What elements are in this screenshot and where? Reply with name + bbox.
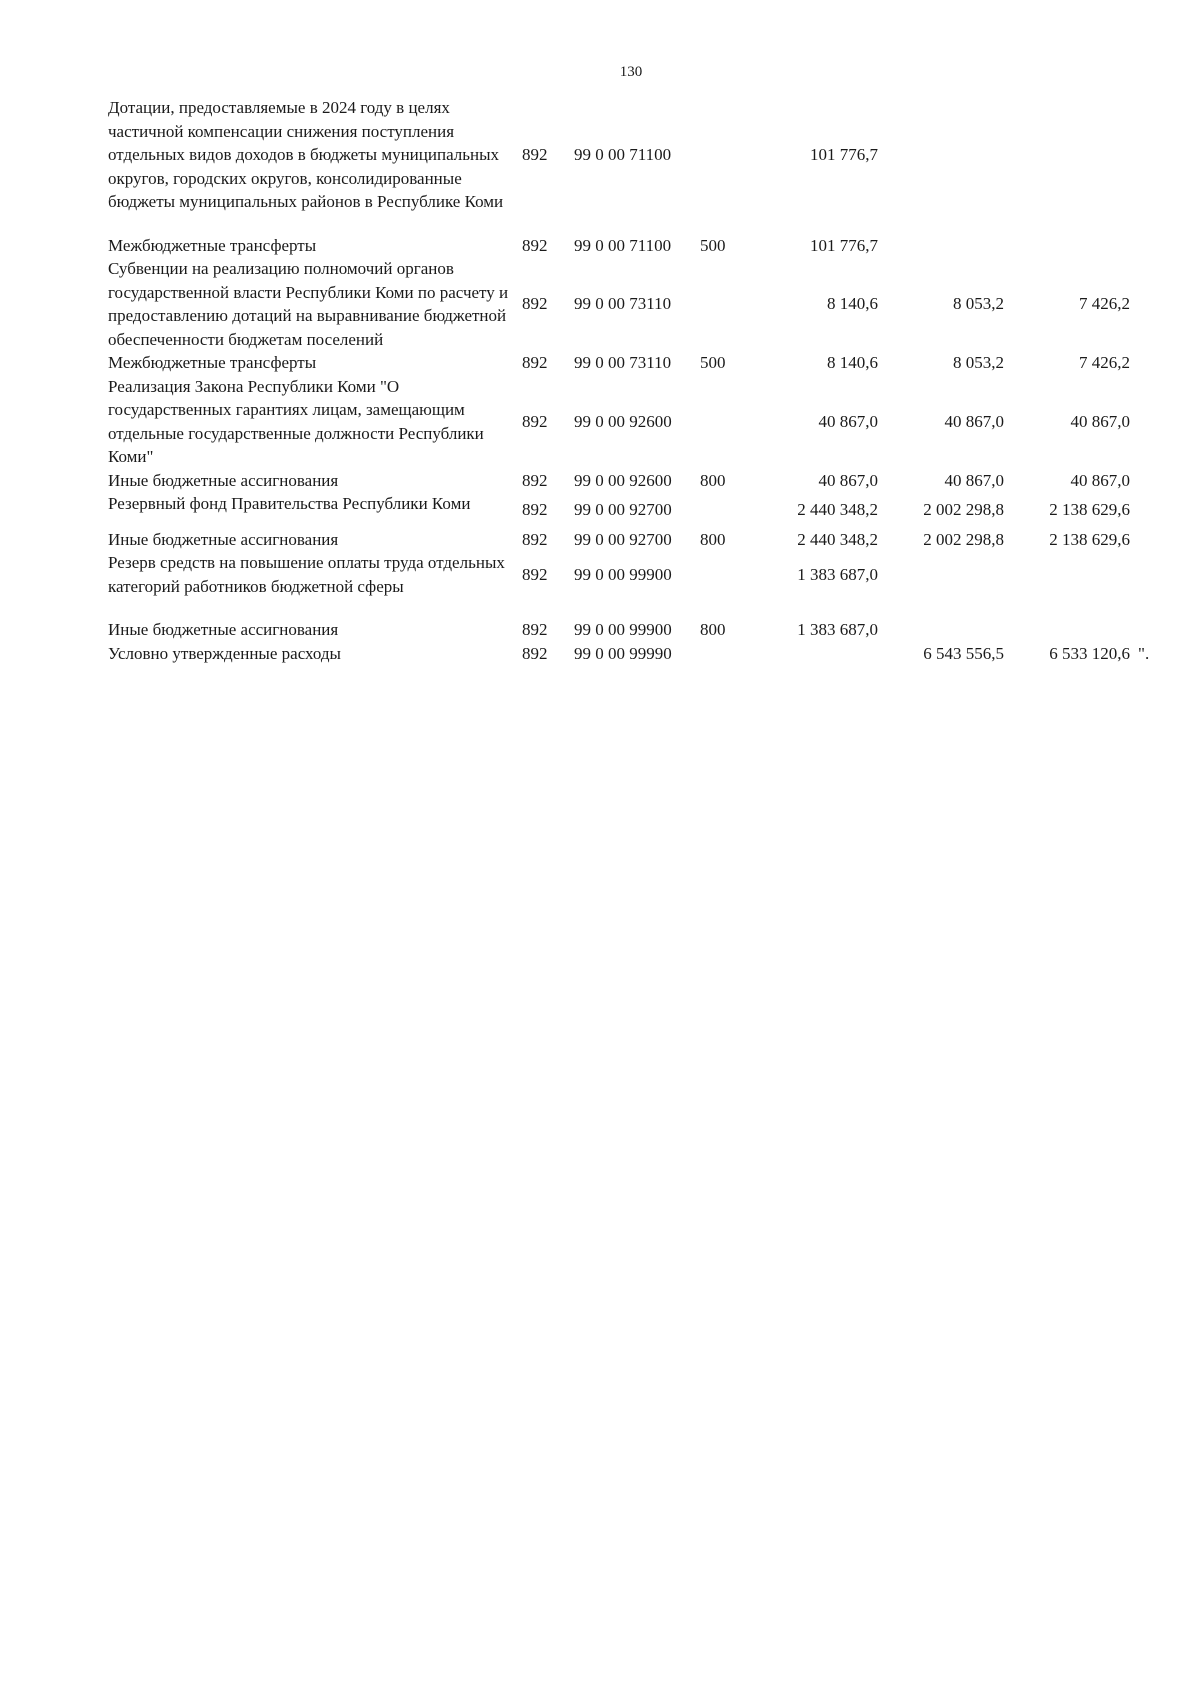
row-csr: 99 0 00 99900	[574, 620, 672, 639]
row-amount-2024: 2 440 348,2	[797, 500, 878, 519]
row-amount-2025: 8 053,2	[953, 294, 1004, 314]
row-amount-2026: 7 426,2	[1079, 353, 1130, 372]
budget-table	[108, 96, 1148, 665]
row-name: Иные бюджетные ассигнования	[108, 529, 339, 549]
row-name: Реализация Закона Республики Коми "О государственных гарантиях лицам, замещающим отдельные государственные должности Республики Коми"	[108, 376, 484, 466]
row-amount-2024: 101 776,7	[810, 145, 878, 164]
row-grbs: 892	[522, 470, 548, 490]
row-amount-2025: 6 543 556,5	[923, 643, 1004, 663]
row-csr: 99 0 00 73110	[574, 294, 672, 314]
table-row	[108, 96, 1148, 214]
row-csr: 99 0 00 92600	[574, 411, 672, 431]
row-amount-2024: 8 140,6	[827, 353, 878, 372]
table-row	[108, 257, 1148, 351]
row-name: Межбюджетные трансферты	[108, 353, 317, 372]
row-name: Иные бюджетные ассигнования	[108, 620, 339, 639]
page-number: 130	[619, 64, 643, 80]
row-amount-2026: 40 867,0	[1070, 470, 1130, 490]
row-vr: 800	[700, 529, 726, 549]
row-grbs: 892	[522, 500, 548, 519]
row-csr: 99 0 00 99990	[574, 643, 672, 663]
row-grbs: 892	[522, 620, 548, 639]
row-amount-2025: 40 867,0	[944, 411, 1004, 431]
row-csr: 99 0 00 92700	[574, 529, 672, 549]
row-amount-2024: 101 776,7	[810, 235, 878, 255]
row-name: Субвенции на реализацию полномочий органов государственной власти Республики Коми по расчету и предоставлению дотаций на выравнивание бюджетной обеспеченности бюджетам поселений	[108, 259, 509, 349]
row-grbs: 892	[522, 294, 548, 314]
row-amount-2024: 1 383 687,0	[797, 620, 878, 639]
table-row	[108, 234, 1148, 258]
row-grbs: 892	[522, 145, 548, 164]
row-vr: 800	[700, 620, 726, 639]
table-row	[108, 469, 1148, 493]
row-name: Иные бюджетные ассигнования	[108, 470, 339, 490]
row-grbs: 892	[522, 643, 548, 663]
row-amount-2026: 2 138 629,6	[1049, 500, 1130, 519]
row-end-mark: ".	[1138, 643, 1150, 663]
row-amount-2024: 40 867,0	[818, 470, 878, 490]
row-vr: 500	[700, 353, 726, 372]
row-grbs: 892	[522, 235, 548, 255]
row-name: Межбюджетные трансферты	[108, 235, 317, 255]
row-csr: 99 0 00 71100	[574, 145, 672, 164]
row-vr: 500	[700, 235, 726, 255]
row-amount-2026: 2 138 629,6	[1049, 529, 1130, 549]
row-vr: 800	[700, 470, 726, 490]
row-name: Резерв средств на повышение оплаты труда отдельных категорий работников бюджетной сферы	[108, 553, 505, 596]
row-name: Резервный фонд Правительства Республики Коми	[108, 494, 471, 513]
row-amount-2026: 6 533 120,6	[1049, 643, 1130, 663]
row-grbs: 892	[522, 353, 548, 372]
row-grbs: 892	[522, 529, 548, 549]
row-csr: 99 0 00 71100	[574, 235, 672, 255]
row-amount-2026: 40 867,0	[1070, 411, 1130, 431]
row-amount-2024: 2 440 348,2	[797, 529, 878, 549]
row-csr: 99 0 00 92600	[574, 470, 672, 490]
row-amount-2024: 1 383 687,0	[797, 564, 878, 584]
row-csr: 99 0 00 92700	[574, 500, 672, 519]
row-csr: 99 0 00 73110	[574, 353, 672, 372]
row-grbs: 892	[522, 564, 548, 584]
row-amount-2025: 8 053,2	[953, 353, 1004, 372]
row-amount-2026: 7 426,2	[1079, 294, 1130, 314]
row-amount-2024: 8 140,6	[827, 294, 878, 314]
row-name: Дотации, предоставляемые в 2024 году в целях частичной компенсации снижения поступления отдельных видов доходов в бюджеты муниципальных округов, городских округов, консолидированные бюджеты муниципальных районов в Республике Коми	[108, 98, 504, 211]
table-row	[108, 528, 1148, 552]
row-amount-2025: 40 867,0	[944, 470, 1004, 490]
table-row	[108, 375, 1148, 469]
table-row	[108, 642, 1148, 666]
table-row	[108, 551, 1148, 598]
row-amount-2024: 40 867,0	[818, 411, 878, 431]
table-row	[108, 618, 1148, 642]
row-amount-2025: 2 002 298,8	[923, 500, 1004, 519]
row-amount-2025: 2 002 298,8	[923, 529, 1004, 549]
row-name: Условно утвержденные расходы	[108, 643, 341, 663]
row-grbs: 892	[522, 411, 548, 431]
row-csr: 99 0 00 99900	[574, 564, 672, 584]
table-row	[108, 492, 1148, 528]
table-row	[108, 351, 1148, 375]
